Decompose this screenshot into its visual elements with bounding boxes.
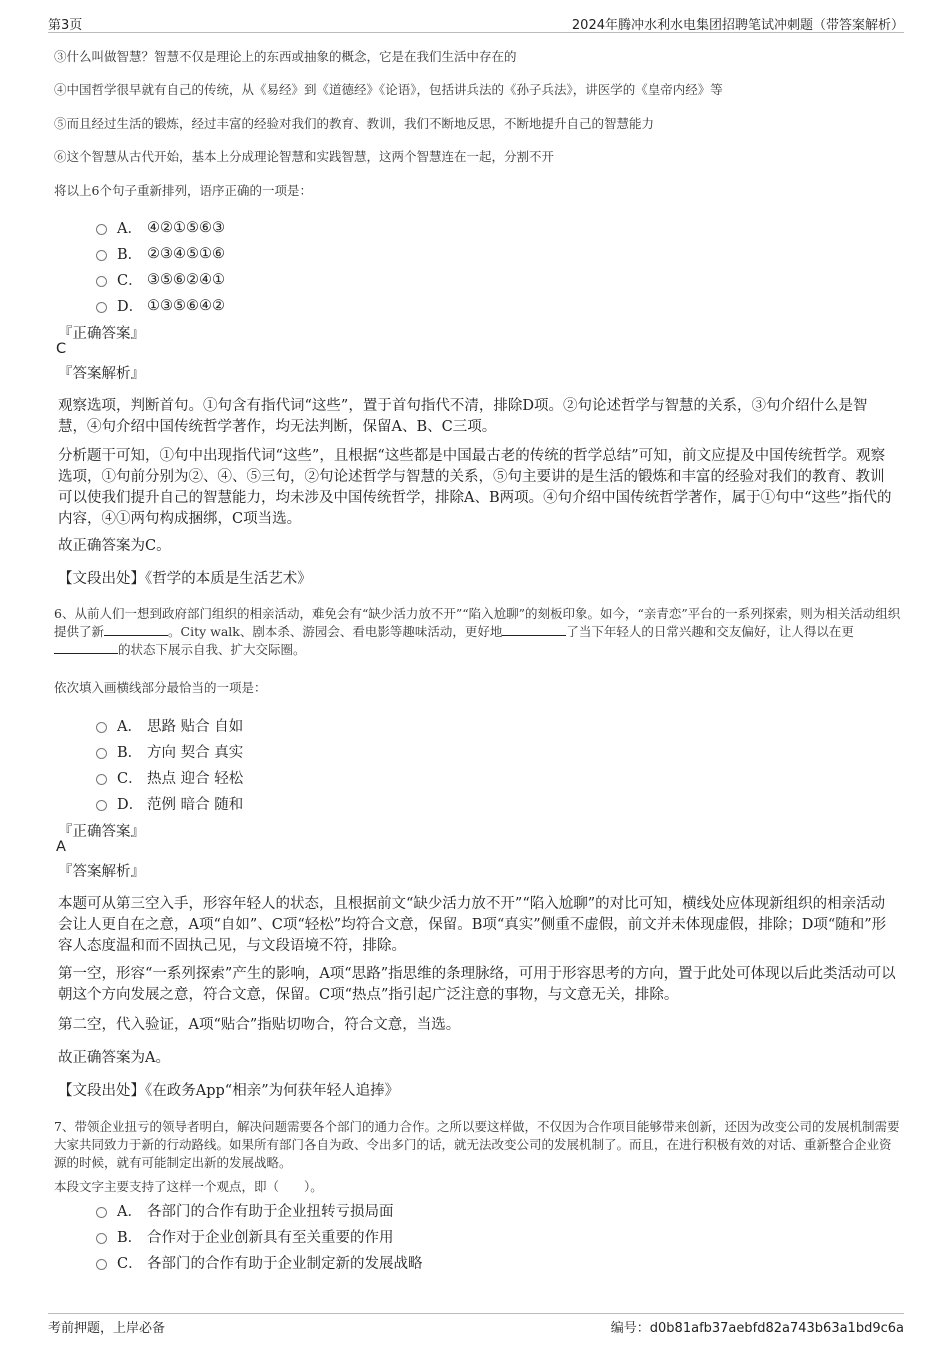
q5-analysis-p1: 观察选项，判断首句。①句含有指代词“这些”，置于首句指代不清，排除D项。②句论述哲学与智慧的关系，③句介绍什么是智慧，④句介绍中国传统哲学著作，均无法判断，保留A、B、C三项。	[58, 398, 868, 435]
q6-analysis-label: 『答案解析』	[58, 864, 145, 880]
q6-source: 【文段出处】《在政务App“相亲”为何获年轻人追捧》	[58, 1083, 400, 1099]
q5-answer-label: 『正确答案』	[58, 326, 145, 342]
q5-prompt: 将以上6个句子重新排列，语序正确的一项是：	[54, 183, 312, 198]
q5-option-d[interactable]: D． ①③⑤⑥④②	[96, 295, 225, 316]
radio-button[interactable]	[96, 722, 107, 733]
fill-blank-1	[104, 623, 168, 636]
q6-answer: A	[56, 839, 66, 855]
q5-sentence-4: ④中国哲学很早就有自己的传统，从《易经》到《道德经》《论语》，包括讲兵法的《孙子兵法》，讲医学的《皇帝内经》等	[54, 82, 723, 97]
radio-button[interactable]	[96, 774, 107, 785]
q6-option-a[interactable]: A． 思路 贴合 自如	[96, 715, 243, 736]
q6-option-c[interactable]: C． 热点 迎合 轻松	[96, 767, 243, 788]
fill-blank-3	[54, 641, 118, 654]
q5-option-c[interactable]: C． ③⑤⑥②④①	[96, 269, 225, 290]
q6-prompt: 依次填入画横线部分最恰当的一项是：	[54, 680, 267, 695]
q5-analysis-p3: 故正确答案为C。	[58, 538, 171, 554]
footer-slogan: 考前押题，上岸必备	[48, 1321, 166, 1336]
document-id: 编号：d0b81afb37aebfd82a743b63a1bd9c6a	[610, 1321, 904, 1336]
q6-option-b[interactable]: B． 方向 契合 真实	[96, 741, 243, 762]
radio-button[interactable]	[96, 748, 107, 759]
document-title: 2024年腾冲水利水电集团招聘笔试冲刺题（带答案解析）	[571, 18, 904, 33]
fill-blank-2	[502, 623, 566, 636]
q5-analysis-p2: 分析题干可知，①句中出现指代词“这些”，且根据“这些都是中国最古老的传统的哲学总结”可知，前文应提及中国传统哲学。观察选项，①句前分别为②、④、⑤三句，②句论述哲学与智慧的关系，⑤句主要讲的是生活的锻炼和丰富的经验对我们的教育、教训可以使我们提升自己的智慧能力，均未涉及中国传统哲学，排除A、B两项。④句介绍中国传统哲学著作，属于①句中“这些”指代的内容，④①两句构成捆绑，C项当选。	[58, 448, 892, 527]
radio-button[interactable]	[96, 250, 107, 261]
radio-button[interactable]	[96, 1233, 107, 1244]
q5-option-b[interactable]: B． ②③④⑤①⑥	[96, 243, 225, 264]
radio-button[interactable]	[96, 224, 107, 235]
q5-sentence-6: ⑥这个智慧从古代开始，基本上分成理论智慧和实践智慧，这两个智慧连在一起，分割不开	[54, 149, 555, 164]
q7-prompt: 本段文字主要支持了这样一个观点，即（ ）。	[54, 1179, 323, 1194]
page-header	[48, 12, 904, 33]
q6-analysis-p1: 本题可从第三空入手，形容年轻人的状态，且根据前文“缺少活力放不开”“陷入尬聊”的对比可知，横线处应体现新组织的相亲活动会让人更自在之意，A项“自如”、C项“轻松”均符合文意，保留。B项“真实”侧重不虚假，前文并未体现虚假，排除；D项“随和”形容人态度温和而不固执己见，与文段语境不符，排除。	[58, 896, 887, 954]
q5-sentence-3: ③什么叫做智慧？智慧不仅是理论上的东西或抽象的概念，它是在我们生活中存在的	[54, 49, 517, 64]
q7-option-b[interactable]: B． 合作对于企业创新具有至关重要的作用	[96, 1226, 394, 1247]
radio-button[interactable]	[96, 302, 107, 313]
page-footer	[48, 1313, 904, 1336]
q5-option-a[interactable]: A． ④②①⑤⑥③	[96, 217, 225, 238]
radio-button[interactable]	[96, 276, 107, 287]
q5-source: 【文段出处】《哲学的本质是生活艺术》	[58, 571, 312, 587]
q6-option-d[interactable]: D． 范例 暗合 随和	[96, 793, 243, 814]
q5-sentence-5: ⑤而且经过生活的锻炼，经过丰富的经验对我们的教育、教训，我们不断地反思，不断地提升自己的智慧能力	[54, 116, 655, 131]
q6-answer-label: 『正确答案』	[58, 824, 145, 840]
q7-option-a[interactable]: A． 各部门的合作有助于企业扭转亏损局面	[96, 1200, 394, 1221]
q6-analysis-p2: 第一空，形容“一系列探索”产生的影响，A项“思路”指思维的条理脉络，可用于形容思考的方向，置于此处可体现以后此类活动可以朝这个方向发展之意，符合文意，保留。C项“热点”指引起广泛注意的事物，与文意无关，排除。	[58, 966, 896, 1003]
q7-option-c[interactable]: C． 各部门的合作有助于企业制定新的发展战略	[96, 1252, 423, 1273]
q5-answer: C	[56, 341, 67, 357]
radio-button[interactable]	[96, 1259, 107, 1270]
q6-analysis-p4: 故正确答案为A。	[58, 1050, 170, 1066]
q7-stem: 7、带领企业扭亏的领导者明白，解决问题需要各个部门的通力合作。之所以要这样做，不仅因为合作项目能够带来创新，还因为改变公司的发展机制需要大家共同致力于新的行动路线。如果所有部门各自为政、令出多门的话，就无法改变公司的发展机制了。而且，在进行积极有效的对话、重新整合企业资源的时候，就有可能制定出新的发展战略。	[54, 1119, 900, 1170]
q6-stem: 6、从前人们一想到政府部门组织的相亲活动，难免会有“缺少活力放不开”“陷入尬聊”的刻板印象。如今，“亲青恋”平台的一系列探索，则为相关活动组织提供了新 。City walk、剧本杀、游园会、看电影等趣味活动，更好地 了当下年轻人的日常兴趣和交友偏好，让人得以在更的状态下展示自我、扩大交际圈。	[54, 606, 901, 657]
q5-analysis-label: 『答案解析』	[58, 366, 145, 382]
q6-analysis-p3: 第二空，代入验证，A项“贴合”指贴切吻合，符合文意，当选。	[58, 1017, 461, 1033]
radio-button[interactable]	[96, 1207, 107, 1218]
page-number: 第3页	[48, 18, 83, 33]
radio-button[interactable]	[96, 800, 107, 811]
